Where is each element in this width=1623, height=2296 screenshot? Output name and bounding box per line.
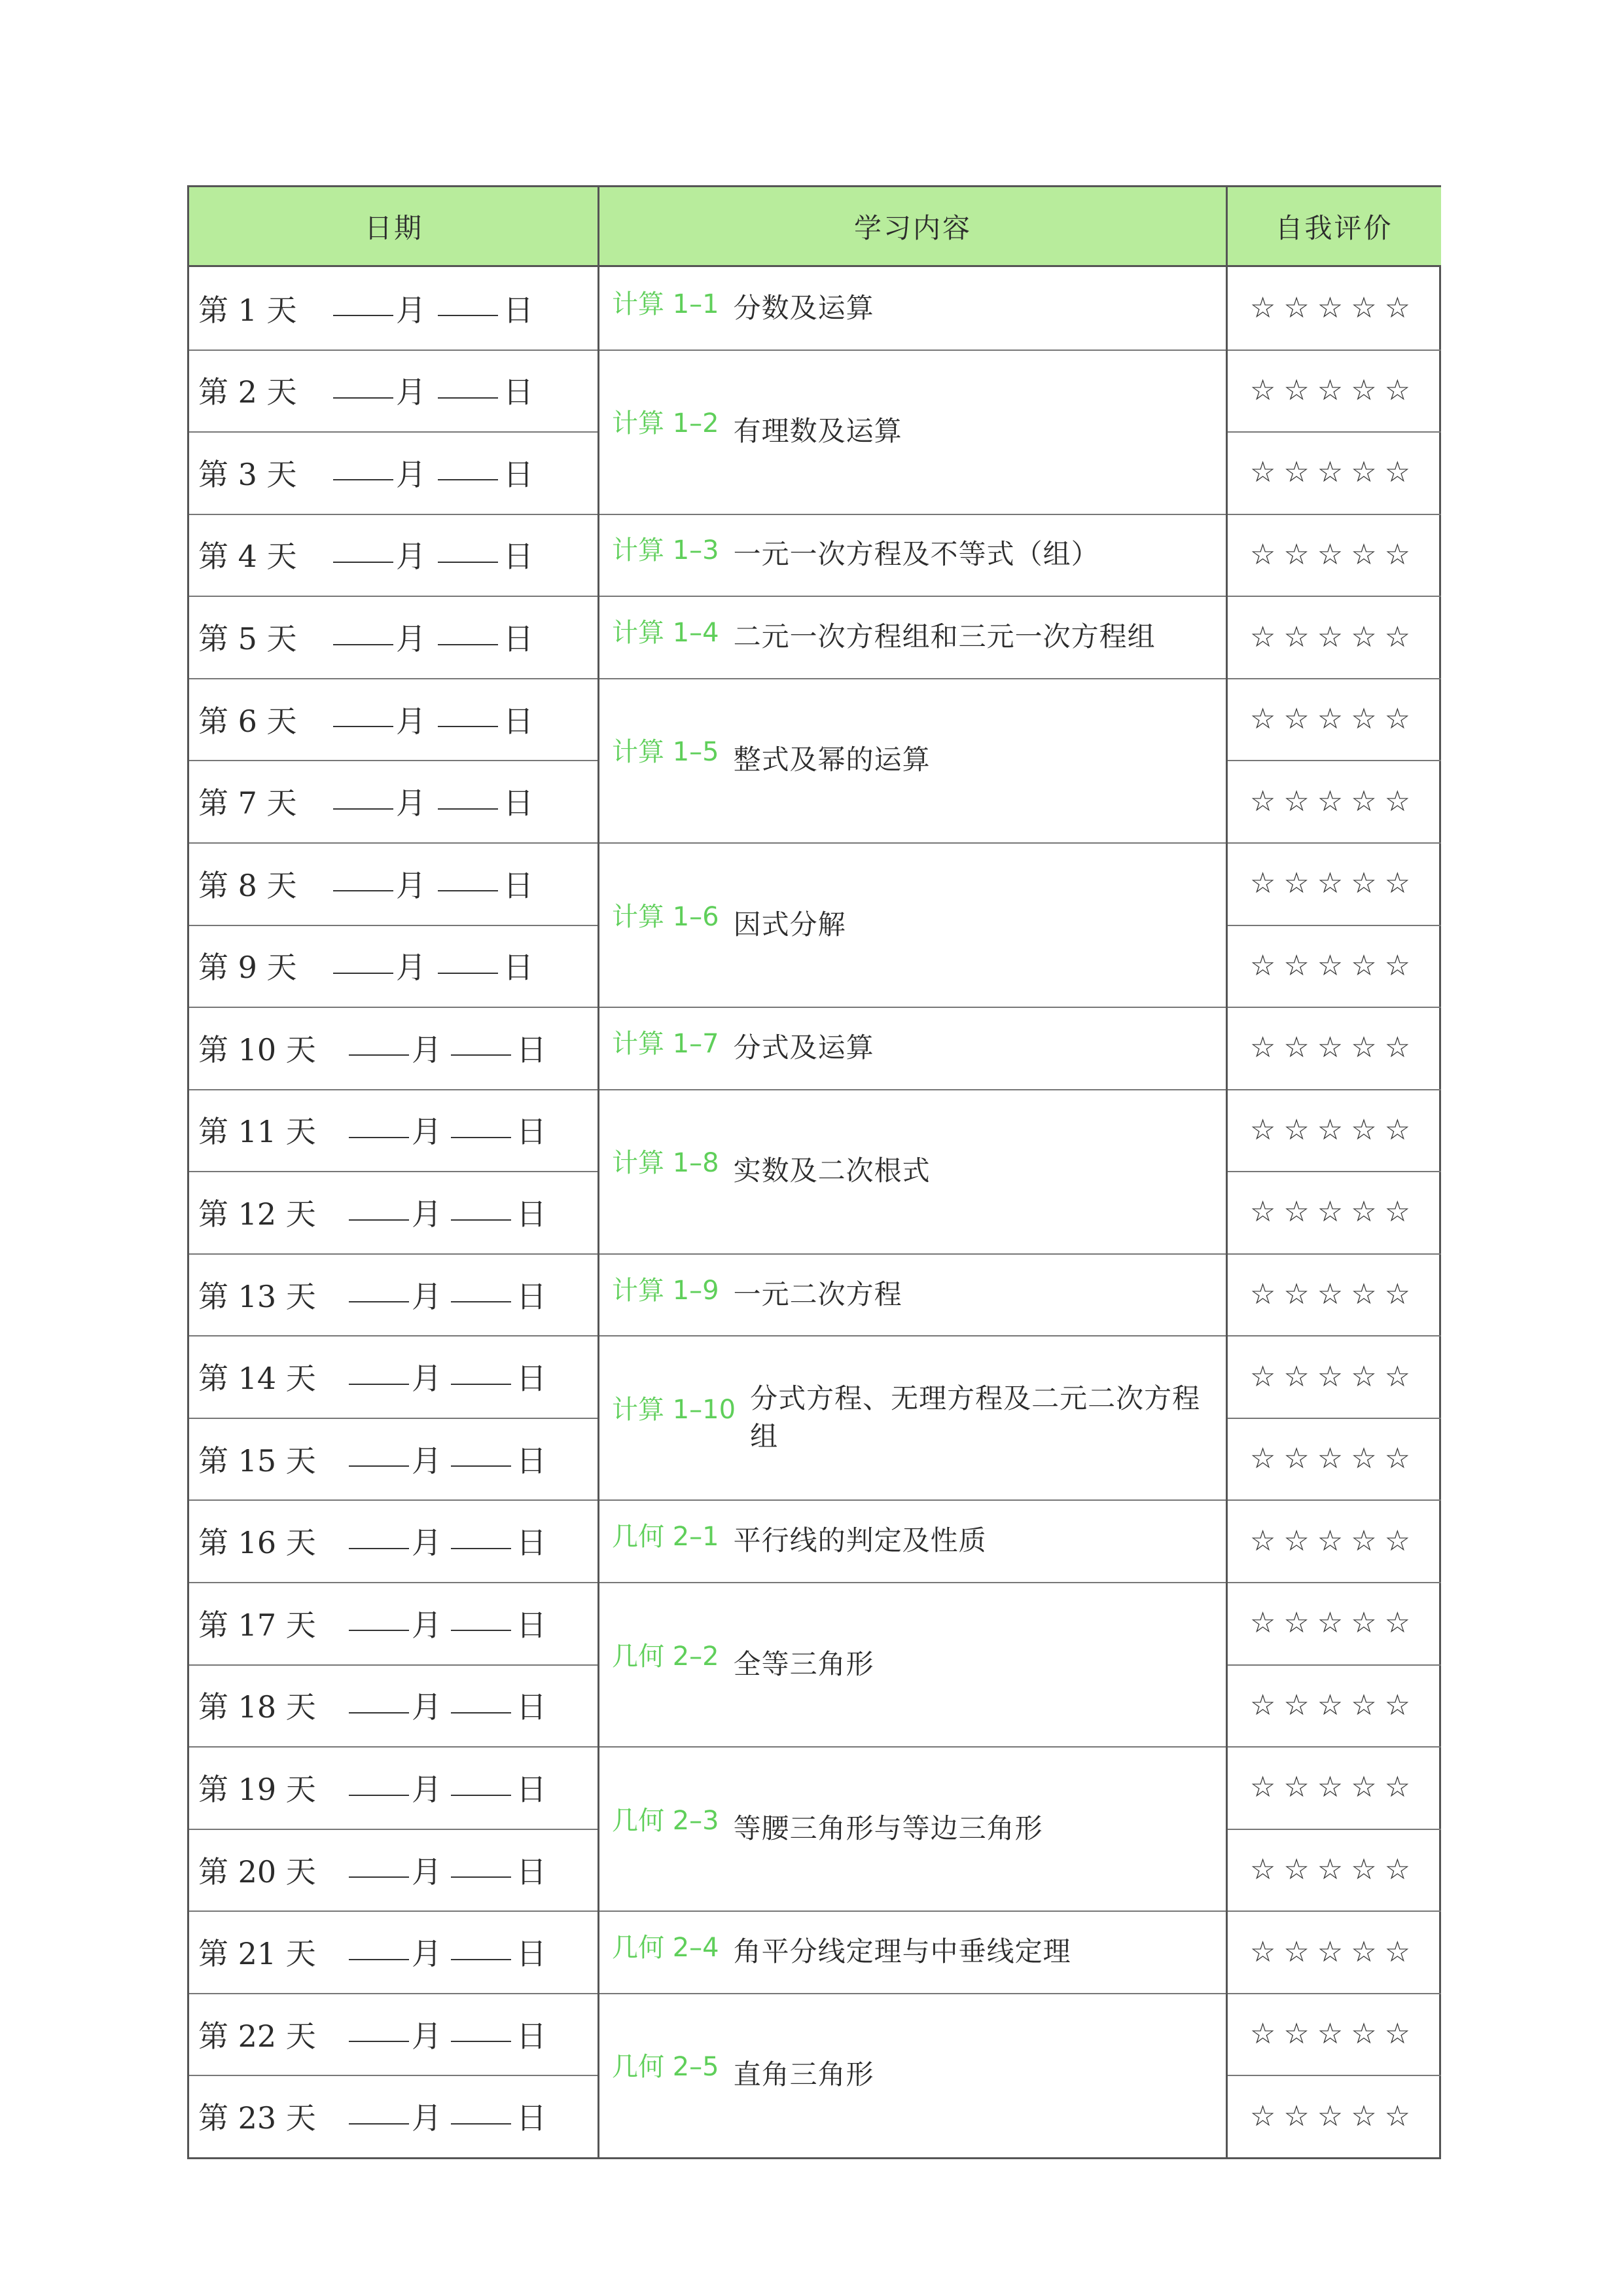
day-char-label: 日 — [516, 1031, 546, 1067]
month-label: 月 — [412, 1278, 442, 1314]
topic-cell — [599, 350, 1227, 514]
row-divider — [1228, 678, 1441, 679]
date-cell — [189, 1910, 599, 1993]
topic-section-tag: 计算 1–1 — [612, 289, 719, 319]
topic-cell — [599, 1253, 1227, 1336]
row-divider — [1228, 1089, 1441, 1090]
month-blank[interactable] — [333, 726, 393, 727]
day-char-label: 日 — [503, 703, 533, 739]
day-blank[interactable] — [438, 726, 498, 727]
month-label: 月 — [412, 1361, 442, 1397]
month-label: 月 — [412, 1031, 442, 1067]
month-blank[interactable] — [333, 973, 393, 974]
row-divider — [599, 1253, 1226, 1255]
row-divider — [1228, 1910, 1441, 1912]
day-blank[interactable] — [451, 1384, 511, 1385]
month-label: 月 — [396, 539, 426, 575]
row-divider — [189, 1993, 597, 1994]
day-label: 第 1 天 — [198, 292, 297, 328]
row-divider — [599, 842, 1226, 844]
day-blank[interactable] — [451, 1137, 511, 1138]
day-char-label: 日 — [516, 1525, 546, 1561]
date-cell — [189, 842, 599, 925]
month-blank[interactable] — [349, 1054, 409, 1056]
day-char-label: 日 — [516, 1114, 546, 1150]
topic-title: 因式分解 — [733, 908, 846, 941]
day-blank[interactable] — [451, 2123, 511, 2125]
row-divider — [1228, 1335, 1441, 1336]
day-blank[interactable] — [438, 397, 498, 399]
month-blank[interactable] — [333, 644, 393, 645]
month-blank[interactable] — [349, 1384, 409, 1385]
topic-cell — [599, 267, 1227, 350]
date-cell — [189, 267, 599, 350]
date-cell — [189, 1089, 599, 1172]
self-rating-stars[interactable]: ☆☆☆☆☆ — [1249, 1935, 1419, 1969]
topic-cell — [599, 678, 1227, 842]
row-divider — [189, 2075, 597, 2076]
month-label: 月 — [412, 1114, 442, 1150]
row-divider — [599, 1582, 1226, 1583]
month-label: 月 — [412, 1607, 442, 1643]
day-label: 第 6 天 — [198, 703, 297, 739]
topic-cell — [599, 1993, 1227, 2157]
day-label: 第 11 天 — [198, 1114, 316, 1150]
topic-title: 有理数及运算 — [733, 415, 902, 448]
month-blank[interactable] — [349, 1795, 409, 1796]
day-char-label: 日 — [503, 785, 533, 821]
day-char-label: 日 — [503, 292, 533, 328]
day-blank[interactable] — [451, 1795, 511, 1796]
row-divider — [189, 1582, 597, 1583]
day-blank[interactable] — [451, 1054, 511, 1056]
row-divider — [1228, 1253, 1441, 1255]
row-divider — [599, 1746, 1226, 1748]
row-divider — [189, 1746, 597, 1748]
date-cell — [189, 2075, 599, 2157]
month-label: 月 — [412, 1771, 442, 1807]
row-divider — [1228, 1746, 1441, 1748]
date-cell — [189, 514, 599, 596]
topic-title: 分数及运算 — [733, 291, 874, 324]
day-char-label: 日 — [503, 456, 533, 492]
row-divider — [1228, 1993, 1441, 1994]
day-char-label: 日 — [516, 1689, 546, 1725]
row-divider — [1228, 2075, 1441, 2076]
row-divider — [189, 1253, 597, 1255]
month-blank[interactable] — [349, 1959, 409, 1960]
study-plan-table — [187, 185, 1441, 2159]
day-label: 第 8 天 — [198, 867, 297, 903]
day-label: 第 12 天 — [198, 1196, 316, 1232]
row-divider — [1228, 1171, 1441, 1172]
month-label: 月 — [412, 1443, 442, 1479]
date-cell — [189, 1746, 599, 1829]
day-label: 第 21 天 — [198, 1936, 316, 1972]
date-cell — [189, 1253, 599, 1336]
day-blank[interactable] — [438, 479, 498, 480]
row-divider — [189, 1007, 597, 1008]
topic-cell — [599, 1910, 1227, 1993]
row-divider — [189, 760, 597, 761]
date-cell — [189, 1007, 599, 1089]
day-blank[interactable] — [451, 2041, 511, 2042]
header-content: 学习内容 — [599, 187, 1227, 267]
day-label: 第 18 天 — [198, 1689, 316, 1725]
topic-cell — [599, 1499, 1227, 1582]
day-label: 第 20 天 — [198, 1854, 316, 1890]
row-divider — [599, 1089, 1226, 1090]
month-blank[interactable] — [333, 397, 393, 399]
topic-section-tag: 几何 2–2 — [612, 1641, 719, 1672]
topic-title: 整式及幂的运算 — [733, 744, 931, 776]
row-divider — [1228, 1582, 1441, 1583]
day-label: 第 17 天 — [198, 1607, 316, 1643]
month-label: 月 — [412, 1936, 442, 1972]
day-char-label: 日 — [516, 2018, 546, 2054]
row-divider — [1228, 596, 1441, 597]
header-self-evaluation: 自我评价 — [1227, 187, 1441, 267]
topic-cell — [599, 842, 1227, 1007]
row-divider — [189, 1910, 597, 1912]
day-char-label: 日 — [516, 1361, 546, 1397]
day-blank[interactable] — [451, 1219, 511, 1221]
topic-title: 直角三角形 — [733, 2058, 874, 2091]
topic-title: 分式方程、无理方程及二元二次方程组 — [750, 1382, 1201, 1452]
month-label: 月 — [396, 703, 426, 739]
topic-section-tag: 计算 1–9 — [612, 1275, 719, 1306]
day-blank[interactable] — [438, 315, 498, 316]
self-rating-stars[interactable]: ☆☆☆☆☆ — [1249, 1442, 1419, 1476]
month-blank[interactable] — [349, 1548, 409, 1549]
self-rating-stars[interactable]: ☆☆☆☆☆ — [1249, 867, 1419, 901]
date-cell — [189, 678, 599, 761]
self-rating-stars[interactable]: ☆☆☆☆☆ — [1249, 1195, 1419, 1229]
topic-cell — [599, 1335, 1227, 1499]
month-label: 月 — [412, 2100, 442, 2136]
self-rating-stars[interactable]: ☆☆☆☆☆ — [1249, 1359, 1419, 1393]
date-cell — [189, 596, 599, 678]
day-blank[interactable] — [451, 1959, 511, 1960]
row-divider — [599, 514, 1226, 515]
day-label: 第 3 天 — [198, 456, 297, 492]
month-label: 月 — [412, 2018, 442, 2054]
month-label: 月 — [396, 950, 426, 986]
day-blank[interactable] — [438, 890, 498, 891]
topic-title: 二元一次方程组和三元一次方程组 — [733, 620, 1156, 653]
day-char-label: 日 — [516, 1854, 546, 1890]
row-divider — [599, 678, 1226, 679]
topic-cell — [599, 1746, 1227, 1910]
self-rating-stars[interactable]: ☆☆☆☆☆ — [1249, 1524, 1419, 1558]
row-divider — [189, 925, 597, 926]
topic-section-tag: 计算 1–3 — [612, 535, 719, 566]
row-divider — [599, 1499, 1226, 1501]
day-label: 第 10 天 — [198, 1031, 316, 1067]
row-divider — [599, 1993, 1226, 1994]
row-divider — [189, 1418, 597, 1419]
day-char-label: 日 — [503, 950, 533, 986]
day-label: 第 13 天 — [198, 1278, 316, 1314]
day-blank[interactable] — [451, 1630, 511, 1631]
date-cell — [189, 1171, 599, 1253]
month-blank[interactable] — [349, 1465, 409, 1467]
day-blank[interactable] — [438, 562, 498, 563]
topic-cell — [599, 1582, 1227, 1746]
topic-section-tag: 几何 2–1 — [612, 1522, 719, 1552]
day-char-label: 日 — [516, 1607, 546, 1643]
day-blank[interactable] — [438, 973, 498, 974]
self-rating-stars[interactable]: ☆☆☆☆☆ — [1249, 1113, 1419, 1147]
row-divider — [599, 350, 1226, 351]
topic-section-tag: 几何 2–3 — [612, 1805, 719, 1836]
row-divider — [1228, 1664, 1441, 1666]
self-rating-stars[interactable]: ☆☆☆☆☆ — [1249, 2099, 1419, 2133]
topic-title: 等腰三角形与等边三角形 — [733, 1812, 1043, 1844]
month-blank[interactable] — [349, 1876, 409, 1878]
date-cell — [189, 350, 599, 432]
day-label: 第 23 天 — [198, 2100, 316, 2136]
month-blank[interactable] — [349, 1137, 409, 1138]
row-divider — [189, 1089, 597, 1090]
row-divider — [189, 350, 597, 351]
self-rating-stars[interactable]: ☆☆☆☆☆ — [1249, 291, 1419, 325]
row-divider — [1228, 842, 1441, 844]
topic-cell — [599, 1089, 1227, 1253]
month-blank[interactable] — [333, 562, 393, 563]
topic-section-tag: 计算 1–2 — [612, 408, 719, 439]
date-cell — [189, 1993, 599, 2075]
day-char-label: 日 — [516, 1771, 546, 1807]
date-cell — [189, 1418, 599, 1500]
topic-title: 一元二次方程 — [733, 1278, 902, 1310]
self-rating-stars[interactable]: ☆☆☆☆☆ — [1249, 1278, 1419, 1312]
topic-title: 分式及运算 — [733, 1031, 874, 1064]
row-divider — [1228, 514, 1441, 515]
month-label: 月 — [396, 867, 426, 903]
topic-section-tag: 几何 2–5 — [612, 2052, 719, 2083]
self-rating-stars[interactable]: ☆☆☆☆☆ — [1249, 537, 1419, 571]
day-blank[interactable] — [438, 808, 498, 810]
day-label: 第 4 天 — [198, 539, 297, 575]
day-blank[interactable] — [451, 1712, 511, 1713]
self-rating-stars[interactable]: ☆☆☆☆☆ — [1249, 1606, 1419, 1640]
day-blank[interactable] — [451, 1876, 511, 1878]
month-blank[interactable] — [349, 2041, 409, 2042]
day-label: 第 22 天 — [198, 2018, 316, 2054]
self-rating-stars[interactable]: ☆☆☆☆☆ — [1249, 1688, 1419, 1722]
row-divider — [599, 1335, 1226, 1336]
row-divider — [189, 842, 597, 844]
row-divider — [1228, 760, 1441, 761]
date-cell — [189, 431, 599, 514]
month-label: 月 — [412, 1854, 442, 1890]
month-blank[interactable] — [333, 808, 393, 810]
day-label: 第 16 天 — [198, 1525, 316, 1561]
self-rating-stars[interactable]: ☆☆☆☆☆ — [1249, 1770, 1419, 1804]
month-blank[interactable] — [349, 2123, 409, 2125]
day-char-label: 日 — [503, 374, 533, 410]
topic-section-tag: 计算 1–10 — [612, 1394, 736, 1425]
day-label: 第 15 天 — [198, 1443, 316, 1479]
self-rating-stars[interactable]: ☆☆☆☆☆ — [1249, 620, 1419, 654]
row-divider — [1228, 1499, 1441, 1501]
month-blank[interactable] — [333, 890, 393, 891]
date-cell — [189, 925, 599, 1007]
month-blank[interactable] — [333, 479, 393, 480]
day-label: 第 19 天 — [198, 1771, 316, 1807]
topic-title: 平行线的判定及性质 — [733, 1524, 987, 1557]
day-char-label: 日 — [503, 621, 533, 657]
row-divider — [599, 1910, 1226, 1912]
month-label: 月 — [396, 621, 426, 657]
day-blank[interactable] — [438, 644, 498, 645]
day-label: 第 2 天 — [198, 374, 297, 410]
row-divider — [189, 514, 597, 515]
date-cell — [189, 760, 599, 842]
day-char-label: 日 — [516, 1196, 546, 1232]
day-label: 第 7 天 — [198, 785, 297, 821]
row-divider — [189, 1829, 597, 1830]
row-divider — [189, 1499, 597, 1501]
row-divider — [189, 596, 597, 597]
date-cell — [189, 1582, 599, 1664]
row-divider — [189, 678, 597, 679]
month-label: 月 — [412, 1525, 442, 1561]
date-cell — [189, 1664, 599, 1747]
day-char-label: 日 — [503, 867, 533, 903]
row-divider — [189, 1171, 597, 1172]
month-blank[interactable] — [349, 1630, 409, 1631]
day-blank[interactable] — [451, 1301, 511, 1302]
day-blank[interactable] — [451, 1465, 511, 1467]
row-divider — [1228, 1829, 1441, 1830]
day-label: 第 5 天 — [198, 621, 297, 657]
day-char-label: 日 — [516, 2100, 546, 2136]
self-rating-stars[interactable]: ☆☆☆☆☆ — [1249, 784, 1419, 818]
month-blank[interactable] — [349, 1301, 409, 1302]
row-divider — [599, 1007, 1226, 1008]
day-char-label: 日 — [516, 1443, 546, 1479]
topic-section-tag: 几何 2–4 — [612, 1933, 719, 1964]
topic-title: 实数及二次根式 — [733, 1155, 931, 1187]
day-char-label: 日 — [503, 539, 533, 575]
row-divider — [1228, 1418, 1441, 1419]
topic-section-tag: 计算 1–6 — [612, 901, 719, 932]
topic-section-tag: 计算 1–8 — [612, 1148, 719, 1179]
row-divider — [189, 1335, 597, 1336]
month-label: 月 — [396, 374, 426, 410]
row-divider — [1228, 350, 1441, 351]
row-divider — [189, 431, 597, 433]
self-rating-stars[interactable]: ☆☆☆☆☆ — [1249, 1031, 1419, 1065]
self-rating-stars[interactable]: ☆☆☆☆☆ — [1249, 2017, 1419, 2051]
row-divider — [1228, 431, 1441, 433]
month-label: 月 — [412, 1196, 442, 1232]
month-label: 月 — [396, 785, 426, 821]
month-label: 月 — [412, 1689, 442, 1725]
self-rating-stars[interactable]: ☆☆☆☆☆ — [1249, 373, 1419, 407]
topic-title: 一元一次方程及不等式（组） — [733, 538, 1099, 571]
self-rating-stars[interactable]: ☆☆☆☆☆ — [1249, 456, 1419, 490]
month-blank[interactable] — [333, 315, 393, 316]
row-divider — [1228, 1007, 1441, 1008]
topic-section-tag: 计算 1–4 — [612, 618, 719, 649]
month-label: 月 — [396, 292, 426, 328]
day-char-label: 日 — [516, 1278, 546, 1314]
date-cell — [189, 1829, 599, 1911]
day-label: 第 14 天 — [198, 1361, 316, 1397]
day-blank[interactable] — [451, 1548, 511, 1549]
topic-section-tag: 计算 1–5 — [612, 737, 719, 768]
topic-cell — [599, 596, 1227, 678]
topic-title: 角平分线定理与中垂线定理 — [733, 1935, 1071, 1968]
topic-cell — [599, 514, 1227, 596]
row-divider — [599, 596, 1226, 597]
self-rating-stars[interactable]: ☆☆☆☆☆ — [1249, 1853, 1419, 1887]
day-label: 第 9 天 — [198, 950, 297, 986]
topic-section-tag: 计算 1–7 — [612, 1028, 719, 1059]
month-blank[interactable] — [349, 1712, 409, 1713]
topic-title: 全等三角形 — [733, 1647, 874, 1680]
day-char-label: 日 — [516, 1936, 546, 1972]
month-label: 月 — [396, 456, 426, 492]
topic-cell — [599, 1007, 1227, 1089]
date-cell — [189, 1499, 599, 1582]
date-cell — [189, 1335, 599, 1418]
header-date: 日期 — [189, 187, 599, 267]
row-divider — [1228, 925, 1441, 926]
row-divider — [189, 1664, 597, 1666]
month-blank[interactable] — [349, 1219, 409, 1221]
self-rating-stars[interactable]: ☆☆☆☆☆ — [1249, 702, 1419, 736]
self-rating-stars[interactable]: ☆☆☆☆☆ — [1249, 948, 1419, 982]
